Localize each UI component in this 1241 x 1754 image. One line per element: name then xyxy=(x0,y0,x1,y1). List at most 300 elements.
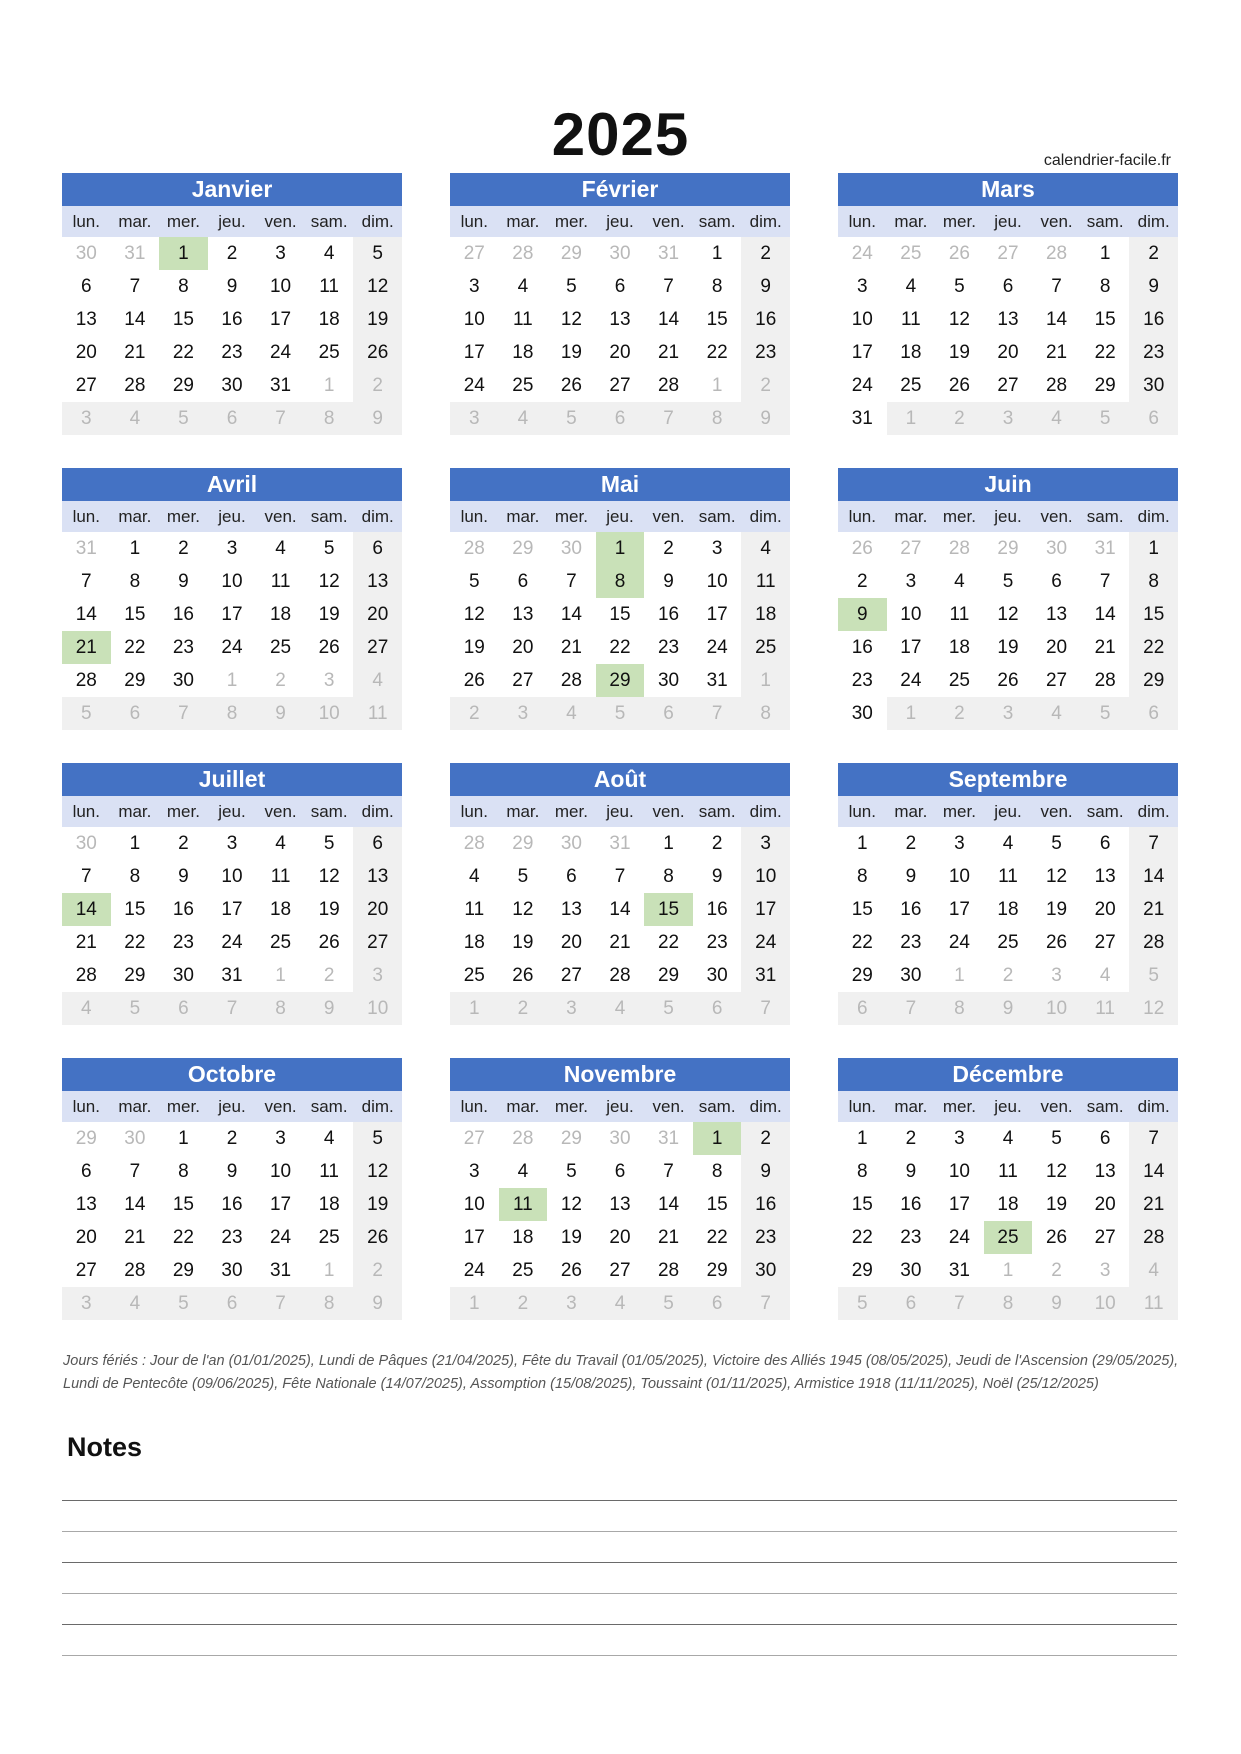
day-cell: 18 xyxy=(948,637,970,658)
day-cell: 6 xyxy=(80,1161,92,1182)
day-cell: 7 xyxy=(644,402,693,435)
day-cell: 28 xyxy=(1045,375,1068,396)
weekday-label: jeu. xyxy=(596,501,645,532)
day-cell: 24 xyxy=(741,926,790,959)
day-cell: 25 xyxy=(512,375,534,396)
day-cell: 29 xyxy=(124,670,146,691)
weekday-label: lun. xyxy=(838,206,887,237)
month-title: Février xyxy=(450,173,790,206)
day-cell: 26 xyxy=(353,1221,402,1254)
day-cell: 9 xyxy=(741,1155,790,1188)
day-cell: 28 xyxy=(1129,1221,1178,1254)
day-cell: 30 xyxy=(1045,538,1068,559)
weekday-label: jeu. xyxy=(984,501,1033,532)
month-title: Avril xyxy=(62,468,402,501)
site-name: calendrier-facile.fr xyxy=(1043,152,1171,169)
day-cell: 18 xyxy=(741,598,790,631)
day-cell: 3 xyxy=(984,697,1033,730)
day-cell: 9 xyxy=(741,270,790,303)
day-cell: 13 xyxy=(1094,1161,1116,1182)
day-cell: 25 xyxy=(741,631,790,664)
notes-line xyxy=(62,1655,1177,1656)
day-cell: 16 xyxy=(172,604,194,625)
holiday-day-cell: 21 xyxy=(62,631,111,664)
day-cell: 28 xyxy=(657,1260,680,1281)
day-cell: 27 xyxy=(997,243,1019,264)
month-block xyxy=(62,763,402,1025)
day-cell: 16 xyxy=(1129,303,1178,336)
day-cell: 18 xyxy=(318,1194,340,1215)
day-cell: 30 xyxy=(706,965,728,986)
day-cell: 14 xyxy=(560,604,582,625)
day-cell: 12 xyxy=(997,604,1019,625)
day-cell: 5 xyxy=(323,833,335,854)
day-cell: 21 xyxy=(1094,637,1116,658)
day-cell: 19 xyxy=(353,303,402,336)
day-cell: 10 xyxy=(463,1194,485,1215)
month-title: Octobre xyxy=(62,1058,402,1091)
weekday-label: ven. xyxy=(1032,206,1081,237)
day-cell: 4 xyxy=(323,1128,335,1149)
day-cell: 16 xyxy=(221,1194,243,1215)
month-title: Juin xyxy=(838,468,1178,501)
day-cell: 16 xyxy=(706,899,728,920)
day-cell: 3 xyxy=(468,1161,480,1182)
weekday-label: dim. xyxy=(1129,501,1178,532)
day-cell: 5 xyxy=(1051,833,1062,854)
day-cell: 19 xyxy=(353,1188,402,1221)
day-cell: 30 xyxy=(560,538,582,559)
weekday-label: jeu. xyxy=(208,796,257,827)
day-cell: 30 xyxy=(741,1254,790,1287)
holiday-day-cell: 8 xyxy=(596,565,645,598)
day-cell: 3 xyxy=(226,538,238,559)
day-cell: 5 xyxy=(62,697,111,730)
day-cell: 13 xyxy=(1045,604,1068,625)
day-cell: 19 xyxy=(997,637,1019,658)
day-cell: 16 xyxy=(741,1188,790,1221)
month-block xyxy=(838,468,1178,730)
day-cell: 1 xyxy=(323,375,335,396)
day-cell: 22 xyxy=(1094,342,1116,363)
day-cell: 2 xyxy=(275,670,286,691)
day-cell: 28 xyxy=(75,965,97,986)
day-cell: 10 xyxy=(463,309,485,330)
weekday-label: sam. xyxy=(1081,501,1130,532)
day-cell: 28 xyxy=(1094,670,1116,691)
day-cell: 2 xyxy=(741,369,790,402)
day-cell: 9 xyxy=(711,866,723,887)
day-cell: 3 xyxy=(905,571,917,592)
day-cell: 20 xyxy=(75,1227,97,1248)
day-cell: 1 xyxy=(741,664,790,697)
day-cell: 24 xyxy=(221,932,243,953)
day-cell: 1 xyxy=(1099,243,1111,264)
day-cell: 13 xyxy=(560,899,582,920)
month-title: Juillet xyxy=(62,763,402,796)
day-cell: 6 xyxy=(1099,1128,1111,1149)
day-cell: 7 xyxy=(129,1161,141,1182)
day-cell: 21 xyxy=(657,1227,680,1248)
day-cell: 14 xyxy=(1045,309,1068,330)
weekday-label: mer. xyxy=(547,1091,596,1122)
day-cell: 29 xyxy=(657,965,680,986)
weekday-label: mar. xyxy=(499,501,548,532)
notes-line xyxy=(62,1562,1177,1563)
day-cell: 20 xyxy=(1094,899,1116,920)
day-cell: 5 xyxy=(547,402,596,435)
weekday-label: sam. xyxy=(1081,796,1130,827)
day-cell: 6 xyxy=(614,276,626,297)
weekday-label: mar. xyxy=(111,206,160,237)
day-cell: 3 xyxy=(547,1287,596,1320)
day-cell: 29 xyxy=(851,965,873,986)
day-cell: 23 xyxy=(1129,336,1178,369)
day-cell: 31 xyxy=(124,243,146,264)
weekday-label: dim. xyxy=(741,501,790,532)
weekday-label: jeu. xyxy=(208,206,257,237)
day-cell: 21 xyxy=(1129,1188,1178,1221)
day-cell: 5 xyxy=(517,866,529,887)
weekday-label: sam. xyxy=(305,1091,354,1122)
day-cell: 17 xyxy=(706,604,728,625)
day-cell: 5 xyxy=(1081,697,1130,730)
weekday-label: mer. xyxy=(547,501,596,532)
day-cell: 6 xyxy=(596,402,645,435)
day-cell: 5 xyxy=(159,1287,208,1320)
day-cell: 26 xyxy=(512,965,534,986)
day-cell: 19 xyxy=(560,1227,582,1248)
day-cell: 30 xyxy=(172,965,194,986)
day-cell: 31 xyxy=(269,1260,292,1281)
day-cell: 8 xyxy=(178,276,189,297)
day-cell: 19 xyxy=(1045,1194,1068,1215)
day-cell: 4 xyxy=(111,1287,160,1320)
day-cell: 5 xyxy=(954,276,965,297)
day-cell: 2 xyxy=(226,243,238,264)
day-cell: 23 xyxy=(221,342,243,363)
day-cell: 8 xyxy=(208,697,257,730)
day-cell: 17 xyxy=(463,342,485,363)
day-cell: 30 xyxy=(1129,369,1178,402)
day-cell: 22 xyxy=(657,932,680,953)
day-cell: 8 xyxy=(856,866,868,887)
weekday-label: jeu. xyxy=(984,1091,1033,1122)
day-cell: 29 xyxy=(512,538,534,559)
day-cell: 3 xyxy=(1099,1260,1111,1281)
day-cell: 16 xyxy=(221,309,243,330)
day-cell: 7 xyxy=(663,1161,674,1182)
day-cell: 26 xyxy=(318,637,340,658)
day-cell: 9 xyxy=(178,571,189,592)
day-cell: 21 xyxy=(657,342,680,363)
day-cell: 29 xyxy=(75,1128,97,1149)
day-cell: 2 xyxy=(856,571,868,592)
day-cell: 27 xyxy=(900,538,922,559)
month-title: Décembre xyxy=(838,1058,1178,1091)
day-cell: 4 xyxy=(1099,965,1111,986)
day-cell: 7 xyxy=(80,571,92,592)
month-title: Novembre xyxy=(450,1058,790,1091)
weekday-label: lun. xyxy=(450,796,499,827)
day-cell: 24 xyxy=(948,1227,970,1248)
day-cell: 1 xyxy=(450,1287,499,1320)
weekday-label: mer. xyxy=(159,206,208,237)
day-cell: 7 xyxy=(693,697,742,730)
day-cell: 21 xyxy=(560,637,582,658)
day-cell: 16 xyxy=(172,899,194,920)
weekday-label: ven. xyxy=(256,1091,305,1122)
day-cell: 10 xyxy=(305,697,354,730)
weekday-label: ven. xyxy=(644,796,693,827)
day-cell: 27 xyxy=(463,243,485,264)
weekday-label: sam. xyxy=(305,796,354,827)
day-cell: 25 xyxy=(512,1260,534,1281)
day-cell: 21 xyxy=(124,1227,146,1248)
day-cell: 24 xyxy=(269,342,292,363)
day-cell: 11 xyxy=(319,276,339,297)
day-cell: 1 xyxy=(663,833,674,854)
day-cell: 1 xyxy=(275,965,286,986)
day-cell: 1 xyxy=(129,833,141,854)
day-cell: 2 xyxy=(935,697,984,730)
day-cell: 11 xyxy=(270,571,291,592)
day-cell: 12 xyxy=(463,604,485,625)
day-cell: 8 xyxy=(129,866,141,887)
day-cell: 20 xyxy=(1045,637,1068,658)
day-cell: 26 xyxy=(1045,932,1068,953)
day-cell: 3 xyxy=(226,833,238,854)
day-cell: 26 xyxy=(560,1260,582,1281)
day-cell: 26 xyxy=(948,243,970,264)
day-cell: 30 xyxy=(851,703,873,724)
day-cell: 4 xyxy=(323,243,335,264)
weekday-label: lun. xyxy=(450,501,499,532)
weekday-label: lun. xyxy=(62,501,111,532)
day-cell: 28 xyxy=(609,965,631,986)
weekday-label: sam. xyxy=(305,501,354,532)
day-cell: 11 xyxy=(741,565,790,598)
day-cell: 31 xyxy=(706,670,728,691)
day-cell: 30 xyxy=(221,375,243,396)
day-cell: 9 xyxy=(905,866,917,887)
day-cell: 1 xyxy=(856,1128,868,1149)
month-block xyxy=(62,1058,402,1320)
day-cell: 24 xyxy=(948,932,970,953)
day-cell: 31 xyxy=(948,1260,970,1281)
day-cell: 31 xyxy=(1094,538,1116,559)
day-cell: 8 xyxy=(741,697,790,730)
day-cell: 11 xyxy=(998,1161,1018,1182)
weekday-label: ven. xyxy=(256,796,305,827)
day-cell: 2 xyxy=(1051,1260,1062,1281)
day-cell: 10 xyxy=(948,866,970,887)
day-cell: 17 xyxy=(269,309,292,330)
day-cell: 2 xyxy=(178,833,189,854)
day-cell: 13 xyxy=(1094,866,1116,887)
day-cell: 24 xyxy=(851,375,873,396)
day-cell: 4 xyxy=(111,402,160,435)
day-cell: 12 xyxy=(353,1155,402,1188)
weekday-label: ven. xyxy=(1032,1091,1081,1122)
weekday-label: mar. xyxy=(887,206,936,237)
weekday-label: sam. xyxy=(1081,1091,1130,1122)
month-block xyxy=(450,468,790,730)
day-cell: 16 xyxy=(741,303,790,336)
day-cell: 27 xyxy=(609,1260,631,1281)
day-cell: 10 xyxy=(948,1161,970,1182)
day-cell: 1 xyxy=(711,375,723,396)
day-cell: 26 xyxy=(353,336,402,369)
day-cell: 5 xyxy=(111,992,160,1025)
month-block xyxy=(62,468,402,730)
day-cell: 22 xyxy=(851,1227,873,1248)
day-cell: 15 xyxy=(172,309,194,330)
month-block xyxy=(838,763,1178,1025)
day-cell: 2 xyxy=(1129,237,1178,270)
day-cell: 21 xyxy=(609,932,631,953)
day-cell: 1 xyxy=(226,670,238,691)
holiday-day-cell: 11 xyxy=(499,1188,548,1221)
day-cell: 4 xyxy=(468,866,480,887)
day-cell: 9 xyxy=(663,571,674,592)
day-cell: 5 xyxy=(1051,1128,1062,1149)
day-cell: 20 xyxy=(997,342,1019,363)
day-cell: 26 xyxy=(997,670,1019,691)
day-cell: 23 xyxy=(172,637,194,658)
day-cell: 15 xyxy=(706,309,728,330)
day-cell: 3 xyxy=(353,959,402,992)
day-cell: 29 xyxy=(1129,664,1178,697)
day-cell: 14 xyxy=(124,309,146,330)
month-block xyxy=(450,173,790,435)
day-cell: 11 xyxy=(464,899,485,920)
weekday-label: sam. xyxy=(305,206,354,237)
weekday-label: ven. xyxy=(644,1091,693,1122)
day-cell: 10 xyxy=(269,1161,292,1182)
day-cell: 23 xyxy=(221,1227,243,1248)
day-cell: 3 xyxy=(499,697,548,730)
day-cell: 17 xyxy=(463,1227,485,1248)
day-cell: 24 xyxy=(851,243,873,264)
day-cell: 31 xyxy=(657,243,680,264)
day-cell: 31 xyxy=(609,833,631,854)
day-cell: 10 xyxy=(900,604,922,625)
day-cell: 19 xyxy=(1045,899,1068,920)
day-cell: 24 xyxy=(463,375,485,396)
day-cell: 9 xyxy=(741,402,790,435)
day-cell: 13 xyxy=(997,309,1019,330)
day-cell: 26 xyxy=(560,375,582,396)
day-cell: 20 xyxy=(75,342,97,363)
day-cell: 22 xyxy=(1129,631,1178,664)
day-cell: 29 xyxy=(560,1128,582,1149)
day-cell: 27 xyxy=(997,375,1019,396)
holiday-day-cell: 14 xyxy=(62,893,111,926)
day-cell: 3 xyxy=(954,1128,965,1149)
day-cell: 4 xyxy=(517,276,529,297)
day-cell: 11 xyxy=(270,866,291,887)
day-cell: 27 xyxy=(353,631,402,664)
day-cell: 31 xyxy=(851,408,873,429)
day-cell: 15 xyxy=(1129,598,1178,631)
holiday-day-cell: 1 xyxy=(596,532,645,565)
day-cell: 2 xyxy=(663,538,674,559)
month-block xyxy=(450,763,790,1025)
weekday-label: mer. xyxy=(935,206,984,237)
day-cell: 29 xyxy=(851,1260,873,1281)
weekday-label: jeu. xyxy=(208,501,257,532)
day-cell: 4 xyxy=(1032,697,1081,730)
day-cell: 22 xyxy=(609,637,631,658)
day-cell: 27 xyxy=(75,375,97,396)
day-cell: 9 xyxy=(178,866,189,887)
day-cell: 26 xyxy=(851,538,873,559)
day-cell: 3 xyxy=(62,402,111,435)
day-cell: 2 xyxy=(353,369,402,402)
day-cell: 31 xyxy=(741,959,790,992)
day-cell: 28 xyxy=(463,538,485,559)
day-cell: 7 xyxy=(741,1287,790,1320)
day-cell: 25 xyxy=(269,637,292,658)
day-cell: 6 xyxy=(644,697,693,730)
day-cell: 2 xyxy=(499,1287,548,1320)
day-cell: 19 xyxy=(512,932,534,953)
day-cell: 5 xyxy=(468,571,480,592)
weekday-label: mer. xyxy=(935,796,984,827)
day-cell: 8 xyxy=(663,866,674,887)
day-cell: 1 xyxy=(856,833,868,854)
day-cell: 20 xyxy=(512,637,534,658)
day-cell: 15 xyxy=(851,899,873,920)
day-cell: 9 xyxy=(226,276,238,297)
day-cell: 15 xyxy=(609,604,631,625)
day-cell: 8 xyxy=(305,402,354,435)
day-cell: 29 xyxy=(124,965,146,986)
day-cell: 6 xyxy=(208,1287,257,1320)
day-cell: 3 xyxy=(468,276,480,297)
day-cell: 3 xyxy=(547,992,596,1025)
day-cell: 18 xyxy=(512,1227,534,1248)
weekday-label: dim. xyxy=(353,206,402,237)
day-cell: 8 xyxy=(1099,276,1111,297)
holiday-day-cell: 9 xyxy=(838,598,887,631)
day-cell: 30 xyxy=(75,243,97,264)
day-cell: 30 xyxy=(609,243,631,264)
day-cell: 23 xyxy=(900,932,922,953)
day-cell: 6 xyxy=(111,697,160,730)
day-cell: 5 xyxy=(566,276,577,297)
day-cell: 7 xyxy=(1129,827,1178,860)
day-cell: 6 xyxy=(80,276,92,297)
day-cell: 20 xyxy=(353,598,402,631)
day-cell: 2 xyxy=(353,1254,402,1287)
day-cell: 14 xyxy=(1129,860,1178,893)
day-cell: 11 xyxy=(900,309,921,330)
weekday-label: dim. xyxy=(353,501,402,532)
weekday-label: mar. xyxy=(111,501,160,532)
day-cell: 20 xyxy=(609,1227,631,1248)
day-cell: 10 xyxy=(1081,1287,1130,1320)
weekday-label: ven. xyxy=(256,501,305,532)
day-cell: 5 xyxy=(644,992,693,1025)
day-cell: 1 xyxy=(129,538,141,559)
weekday-label: dim. xyxy=(741,1091,790,1122)
notes-line xyxy=(62,1624,1177,1625)
weekday-label: mer. xyxy=(547,796,596,827)
day-cell: 27 xyxy=(609,375,631,396)
day-cell: 5 xyxy=(353,237,402,270)
